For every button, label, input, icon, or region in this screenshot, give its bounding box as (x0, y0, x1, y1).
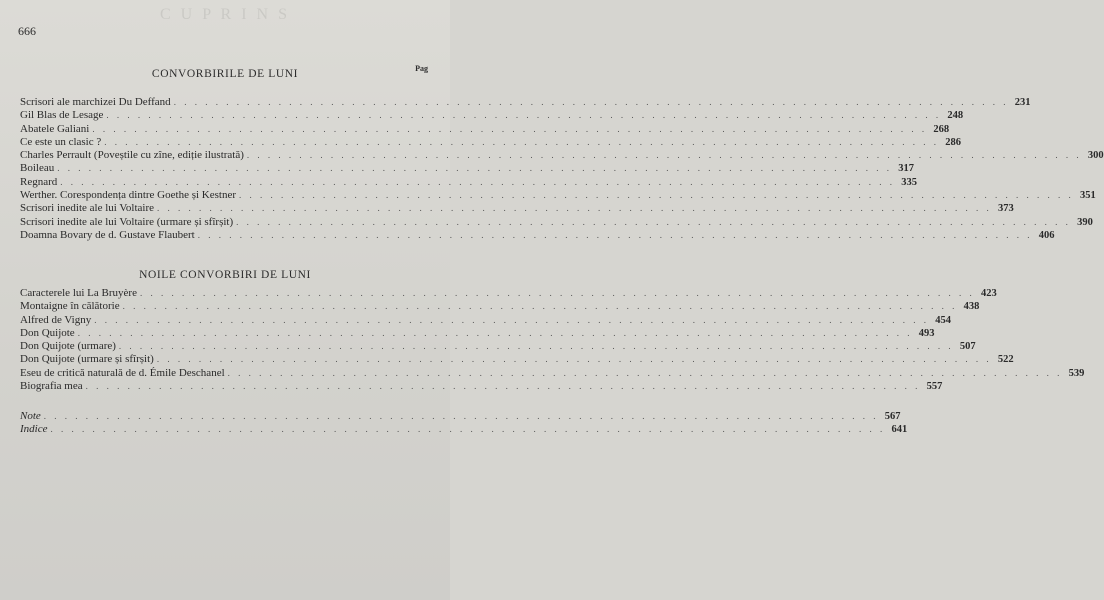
toc-entry-title: Note (20, 410, 41, 422)
leader-dots: . . . . . . . . . . . . . . . . . . . . . . . . . . . . . . . . . . . . . . . . . . . . . . . . . . . . . . . . . . . . . . . . . . . . . . . . . . . . . . . . (118, 341, 954, 352)
toc-entry (20, 300, 980, 313)
toc-entry-title: Montaigne în călătorie (20, 300, 120, 313)
leader-dots: . . . . . . . . . . . . . . . . . . . . . . . . . . . . . . . . . . . . . . . . . . . . . . . . . . . . . . . . . . . . . . . . . . . . . . . . . . . . . . . . (94, 314, 929, 325)
toc-entry-title: Werther. Corespondența dintre Goethe și Kestner (20, 189, 236, 202)
toc-entry-page: 317 (898, 163, 914, 175)
toc-entry (20, 228, 1055, 242)
toc-entry (20, 135, 961, 149)
toc-entry (20, 149, 1104, 162)
toc-entry (20, 96, 1031, 109)
leader-dots: . . . . . . . . . . . . . . . . . . . . . . . . . . . . . . . . . . . . . . . . . . . . . . . . . . . . . . . . . . . . . . . . . . . . . . . . . . . . . . . . (239, 190, 1074, 201)
toc-entry-title: Regnard (20, 175, 58, 188)
toc-entry-page: 351 (1080, 190, 1096, 202)
toc-entry (20, 109, 964, 122)
toc-entry (20, 122, 950, 136)
show-through-text: C U P R I N S (160, 6, 290, 23)
toc-entry-page: 522 (997, 354, 1014, 366)
toc-entry-page: 557 (926, 381, 943, 393)
section-title-convorbirile: CONVORBIRILE DE LUNI (151, 68, 299, 80)
toc-entry-page: 406 (1038, 229, 1055, 241)
toc-entry (20, 175, 918, 189)
leader-dots: . . . . . . . . . . . . . . . . . . . . . . . . . . . . . . . . . . . . . . . . . . . . . . . . . . . . . . . . . . . . . . . . . . . . . . . . . . . . . . . . (57, 163, 892, 174)
page-number: 666 (18, 24, 36, 38)
toc-entry-title: Doamna Bovary de d. Gustave Flaubert (20, 228, 195, 241)
toc-entry-title: Boileau (20, 162, 55, 175)
toc-section-1 (20, 96, 1104, 242)
toc-entry-title: Don Quijote (urmare) (20, 340, 116, 353)
leader-dots: . . . . . . . . . . . . . . . . . . . . . . . . . . . . . . . . . . . . . . . . . . . . . . . . . . . . . . . . . . . . . . . . . . . . . . . . . . . . . . . . (236, 216, 1071, 227)
leader-dots: . . . . . . . . . . . . . . . . . . . . . . . . . . . . . . . . . . . . . . . . . . . . . . . . . . . . . . . . . . . . . . . . . . . . . . . . . . . . . . . . (43, 411, 879, 421)
leader-dots: . . . . . . . . . . . . . . . . . . . . . . . . . . . . . . . . . . . . . . . . . . . . . . . . . . . . . . . . . . . . . . . . . . . . . . . . . . . . . . . . (246, 150, 1082, 161)
toc-entry-page: 507 (959, 341, 976, 353)
toc-entry-page: 231 (1014, 97, 1031, 108)
toc-entry (20, 313, 951, 327)
leader-dots: . . . . . . . . . . . . . . . . . . . . . . . . . . . . . . . . . . . . . . . . . . . . . . . . . . . . . . . . . . . . . . . . . . . . . . . . . . . . . . . . (227, 367, 1063, 378)
leader-dots: . . . . . . . . . . . . . . . . . . . . . . . . . . . . . . . . . . . . . . . . . . . . . . . . . . . . . . . . . . . . . . . . . . . . . . . . . . . . . . . . (122, 301, 958, 312)
toc-entry (20, 423, 908, 436)
toc-back-matter (20, 410, 908, 437)
toc-section-2 (20, 287, 1085, 393)
toc-entry (20, 215, 1093, 229)
toc-entry-page: 268 (933, 123, 950, 135)
toc-entry (20, 287, 997, 300)
leader-dots: . . . . . . . . . . . . . . . . . . . . . . . . . . . . . . . . . . . . . . . . . . . . . . . . . . . . . . . . . . . . . . . . . . . . . . . . . . . . . . . . (106, 110, 942, 121)
leader-dots: . . . . . . . . . . . . . . . . . . . . . . . . . . . . . . . . . . . . . . . . . . . . . . . . . . . . . . . . . . . . . . . . . . . . . . . . . . . . . . . . (85, 381, 921, 392)
leader-dots: . . . . . . . . . . . . . . . . . . . . . . . . . . . . . . . . . . . . . . . . . . . . . . . . . . . . . . . . . . . . . . . . . . . . . . . . . . . . . . . . (50, 424, 886, 435)
leader-dots: . . . . . . . . . . . . . . . . . . . . . . . . . . . . . . . . . . . . . . . . . . . . . . . . . . . . . . . . . . . . . . . . . . . . . . . . . . . . . . . . (139, 288, 975, 298)
toc-entry-page: 335 (901, 176, 918, 188)
leader-dots: . . . . . . . . . . . . . . . . . . . . . . . . . . . . . . . . . . . . . . . . . . . . . . . . . . . . . . . . . . . . . . . . . . . . . . . . . . . . . . . . (197, 229, 1033, 240)
toc-entry-page: 438 (963, 301, 980, 313)
toc-entry-page: 390 (1077, 216, 1093, 228)
toc-entry (20, 189, 1096, 202)
toc-entry-title: Scrisori inedite ale lui Voltaire (20, 202, 155, 215)
toc-entry-title: Don Quijote (urmare și sfîrșit) (20, 353, 154, 366)
toc-entry-title: Eseu de critică naturală de d. Émile Deschanel (20, 366, 225, 379)
leader-dots: . . . . . . . . . . . . . . . . . . . . . . . . . . . . . . . . . . . . . . . . . . . . . . . . . . . . . . . . . . . . . . . . . . . . . . . . . . . . . . . . (92, 123, 928, 134)
toc-entry-page: 300 (1087, 150, 1104, 162)
section-title-noile-convorbiri: NOILE CONVORBIRI DE LUNI (139, 269, 311, 281)
toc-entry-page: 423 (980, 288, 997, 299)
leader-dots: . . . . . . . . . . . . . . . . . . . . . . . . . . . . . . . . . . . . . . . . . . . . . . . . . . . . . . . . . . . . . . . . . . . . . . . . . . . . . . . . (157, 203, 992, 214)
toc-entry-page: 248 (947, 110, 964, 122)
toc-entry (20, 340, 976, 353)
toc-entry (20, 366, 1085, 380)
toc-entry-page: 454 (935, 314, 951, 326)
toc-entry-title: Gil Blas de Lesage (20, 109, 104, 122)
toc-entry-page: 493 (918, 327, 935, 339)
leader-dots: . . . . . . . . . . . . . . . . . . . . . . . . . . . . . . . . . . . . . . . . . . . . . . . . . . . . . . . . . . . . . . . . . . . . . . . . . . . . . . . . (60, 176, 896, 187)
toc-entry-page: 286 (945, 136, 961, 148)
leader-dots: . . . . . . . . . . . . . . . . . . . . . . . . . . . . . . . . . . . . . . . . . . . . . . . . . . . . . . . . . . . . . . . . . . . . . . . . . . . . . . . . (173, 97, 1009, 107)
leader-dots: . . . . . . . . . . . . . . . . . . . . . . . . . . . . . . . . . . . . . . . . . . . . . . . . . . . . . . . . . . . . . . . . . . . . . . . . . . . . . . . . (156, 354, 992, 365)
toc-entry-title: Alfred de Vigny (20, 313, 92, 326)
toc-entry-title: Ce este un clasic ? (20, 135, 102, 148)
toc-entry-title: Abatele Galiani (20, 122, 90, 135)
toc-entry-page: 539 (1068, 367, 1085, 379)
page-column-header: Pag (415, 64, 428, 73)
toc-entry-title: Don Quijote (20, 326, 75, 339)
toc-entry (20, 202, 1014, 215)
toc-entry-title: Biografia mea (20, 380, 83, 393)
leader-dots: . . . . . . . . . . . . . . . . . . . . . . . . . . . . . . . . . . . . . . . . . . . . . . . . . . . . . . . . . . . . . . . . . . . . . . . . . . . . . . . . (77, 327, 913, 338)
toc-entry-title: Scrisori inedite ale lui Voltaire (urmare și sfîrșit) (20, 215, 234, 228)
toc-entry (20, 353, 1014, 366)
toc-entry-page: 641 (891, 424, 908, 436)
toc-entry-page: 373 (998, 203, 1014, 215)
toc-entry-title: Scrisori ale marchizei Du Deffand (20, 96, 171, 108)
toc-entry-title: Indice (20, 423, 48, 436)
toc-entry (20, 326, 935, 340)
toc-entry (20, 410, 901, 423)
toc-entry (20, 380, 943, 393)
toc-entry-title: Caracterele lui La Bruyère (20, 287, 137, 299)
toc-entry-page: 567 (884, 411, 901, 422)
toc-entry (20, 162, 914, 175)
toc-entry-title: Charles Perrault (Poveștile cu zîne, ediție ilustrată) (20, 149, 244, 162)
leader-dots: . . . . . . . . . . . . . . . . . . . . . . . . . . . . . . . . . . . . . . . . . . . . . . . . . . . . . . . . . . . . . . . . . . . . . . . . . . . . . . . . (104, 136, 939, 147)
